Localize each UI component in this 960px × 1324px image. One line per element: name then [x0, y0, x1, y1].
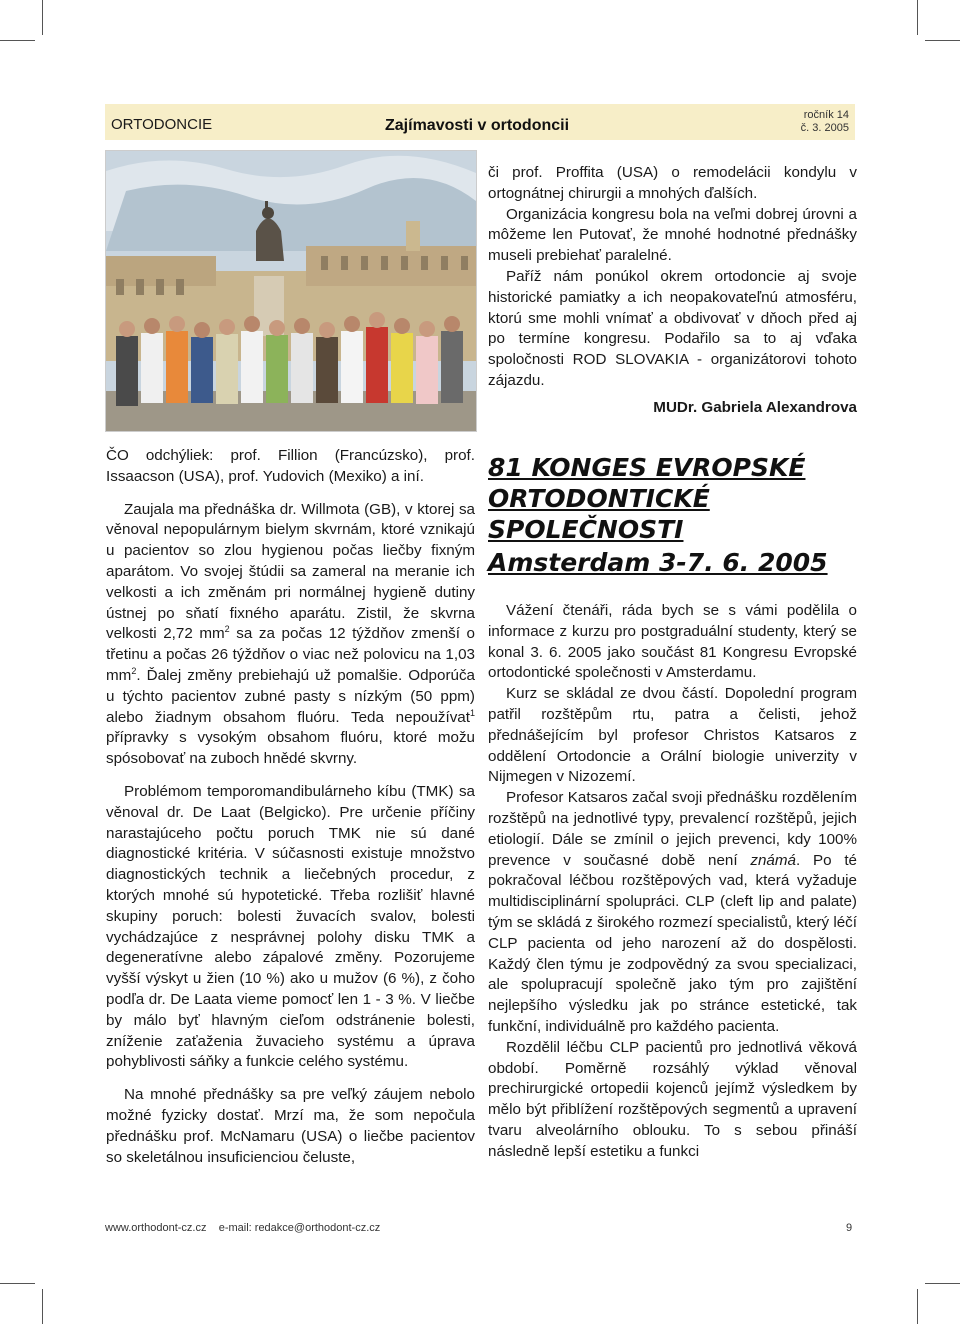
crop-mark	[0, 40, 35, 41]
page-number: 9	[846, 1222, 853, 1234]
crop-mark	[925, 1283, 960, 1284]
page-header	[105, 104, 855, 140]
left-column	[106, 446, 475, 1168]
page-title: Zajímavosti v ortodoncii	[385, 117, 570, 134]
paragraph	[488, 788, 857, 1038]
text-span: Zaujala ma přednáška dr. Willmota (GB), v ktorej sa věnoval nepopulárnym bielym skvrnám, ktoré vznikajú u pacientov so zlou hygienou počas liečby fixným aparátom. Vo svojej štúdii sa zameral na meranie ich velkosti a ich změnám pri normálnej hygieně dutiny ústnej po sňatí fixného aparátu. Zistil, že skvrna velkosti 2,72 mm	[106, 500, 475, 643]
paragraph: Vážení čtenáři, ráda bych se s vámi podělila o informace z kurzu pro postgraduální studenty, který se konal 3. 6. 2005 jako součást 81 Kongresu Evropské ortodontické společnosti v Amsterdamu.	[488, 602, 857, 682]
right-column-bottom	[488, 601, 857, 1163]
group-photo	[105, 150, 477, 432]
heading-line: ORTODONTICKÉ	[488, 484, 710, 513]
crop-mark	[0, 1283, 35, 1284]
paragraph: Organizácia kongresu bola na veľmi dobrej úrovni a môžeme len Putovať, že mnohé hodnotné přednášky museli prebiehať paralelné.	[488, 205, 857, 265]
paragraph: Problémom temporomandibulárneho kíbu (TMK) sa věnoval dr. De Laat (Belgicko). Pre určenie příčiny narastajúceho počtu poruch TMK nie sú dané diagnostické kritéria. V súčasnosti existuje množstvo diagnostických technik a liečebných procedur, z ktorých mnohé sú hypotetické. Třeba rozlišiť hlavné skupiny poruch: bolesti žuvacích svalov, bolesti vychádzajúce z nesprávnej polohy disku TMK a degeneratívne alebo zápalové změny. Pozorujeme vyšší výskyt u žien (10 %) ako u mužov (6 %), z čoho podľa dr. De Laata vieme pomocť len 1 - 3 %. V liečbe by málo byť hlavným cieľom odstránenie bolesti, zníženie zaťaženia žuvacieho systému a úprava pohyblivosti sáňky a funkcie celého systému.	[106, 782, 475, 1071]
crop-mark	[42, 0, 43, 35]
crop-mark	[925, 40, 960, 41]
conference-heading	[488, 452, 858, 578]
page-footer	[105, 1222, 380, 1234]
volume-label: ročník 14	[803, 109, 849, 121]
group-photo-image	[106, 151, 476, 431]
paragraph	[106, 500, 475, 770]
author-signature: MUDr. Gabriela Alexandrova	[653, 398, 857, 416]
issue-label: č. 3. 2005	[800, 122, 849, 134]
crop-mark	[42, 1289, 43, 1324]
text-span: sa za počas 12 týždňov zmenší o třetinu a počas 26 týždňov o viac než polovicu na 1,03 mm	[106, 625, 475, 684]
conference-date: Amsterdam 3-7. 6. 2005	[488, 548, 828, 577]
heading-line: SPOLEČNOSTI	[488, 515, 684, 544]
paragraph: Paříž nám ponúkol okrem ortodoncie aj svoje historické pamiatky a ich neopakovateľnú atmosféru, ktorú sme mohli vnímať a obdivovať v dňoch před aj po termíne kongresu. Podařilo sa to aj vďaka spoločnosti ROD SLOVAKIA - organizátorovi tohoto zájazdu.	[488, 267, 857, 389]
text-span: . Ďalej změny prebiehajú už pomalšie. Odporúča u týchto pacientov zubné pasty s nízkým (50 ppm) alebo žiadnym obsahom fluóru. Teda nepoužívat	[106, 666, 475, 726]
email-link[interactable]: e-mail: redakce@orthodont-cz.cz	[218, 1222, 381, 1234]
emphasis: známá	[750, 851, 796, 869]
paragraph: Na mnohé přednášky sa pre veľký záujem nebolo možné fyzicky dostať. Mrzí ma, že som nepočula přednášku prof. McNamaru (USA) o liečbe pacientov so skeletálnou insuficienciou čeluste,	[106, 1086, 475, 1166]
heading-line: 81 KONGES EVROPSKÉ	[488, 453, 806, 482]
section-label: ORTODONCIE	[111, 116, 213, 133]
superscript: 1	[469, 707, 475, 718]
crop-mark	[917, 1289, 918, 1324]
website-link[interactable]: www.orthodont-cz.cz	[105, 1222, 207, 1234]
text-span: . Po té pokračoval léčbou rozštěpových vad, která vyžaduje multidisciplinární spolupráci. CLP (cleft lip and palate) tým se skládá z širokého rozmezí specialistů, který léčí CLP pacienta od jeho narození až do dospělosti. Každý člen týmu je zodpovědný za svou specializaci, ale spolupracují společně jako tým pro zajištění nejlepšího výsledku jak po stránce estetické, tak funkční, individuálně pro každého pacienta.	[488, 851, 858, 1035]
paragraph: ČO odchýliek: prof. Fillion (Francúzsko), prof. Issaacson (USA), prof. Yudovich (Mexiko) a iní.	[106, 447, 475, 485]
paragraph: Kurz se skládal ze dvou částí. Dopolední program patřil rozštěpům rtu, patra a čelisti, jehož přednášejícím byl profesor Christos Katsaros z oddělení Ortodoncie a Orální biologie univerzity v Nijmegen v Nizozemí.	[488, 685, 857, 786]
crop-mark	[917, 0, 918, 35]
text-span: Profesor Katsaros začal svoji přednášku rozdělením rozštěpů na jednotlivé typy, prevalencí rozštěpů, jejich etiologií. Dále se zmínil o jejich prevenci, kdy 100% prevence v současné době není	[488, 789, 857, 869]
text-span: přípravky s vysokým obsahom fluóru, ktoré možu spósobovať na zuboch hnědé skvrny.	[106, 729, 475, 768]
paragraph: Rozdělil léčbu CLP pacientů pro jednotlivá věková období. Poměrně rozsáhlý výklad věnoval prechirurgické ortopedii kojenců jejímž výsledkem by mělo být přiblížení rozštěpových segmentů a upravení tvaru alveolárního oblouku. To s sebou přináší následně lepší estetiku a funkci	[488, 1038, 857, 1160]
issue-info	[801, 109, 849, 135]
right-column-top	[488, 163, 857, 419]
superscript: 2	[131, 665, 137, 676]
superscript: 2	[224, 624, 230, 635]
paragraph: či prof. Proffita (USA) o remodelácii kondylu v ortognátnej chirurgii a mnohých ďalších.	[488, 164, 857, 202]
